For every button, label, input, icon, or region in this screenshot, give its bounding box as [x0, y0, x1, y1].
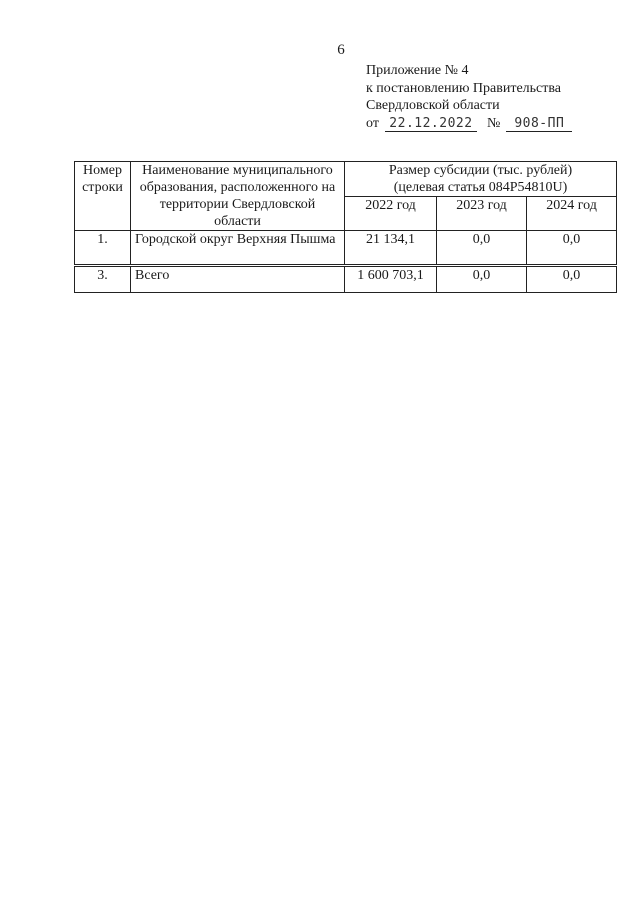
- row-municipality: Городской округ Верхняя Пышма: [131, 231, 345, 265]
- header-subsidy: [345, 162, 617, 197]
- row-value-2022: 21 134,1: [345, 231, 437, 265]
- appendix-title: Приложение № 4: [366, 63, 469, 78]
- subsidy-table: [74, 161, 617, 265]
- header-municipality-name: Наименование муниципального образования, расположенного на территории Свердловской области: [131, 162, 345, 231]
- total-value-2024: 0,0: [527, 267, 617, 293]
- from-label: от: [366, 115, 379, 131]
- row-value-2024: 0,0: [527, 231, 617, 265]
- total-row: [75, 267, 617, 293]
- appendix-date-number: [366, 115, 572, 133]
- table-row: [75, 231, 617, 265]
- total-table: [74, 266, 617, 293]
- total-label: Всего: [131, 267, 345, 293]
- header-year-2023: 2023 год: [437, 197, 527, 231]
- total-number: 3.: [75, 267, 131, 293]
- appendix-region: Свердловской области: [366, 98, 500, 113]
- appendix-resolution: к постановлению Правительства: [366, 80, 562, 96]
- page-number: 6: [337, 42, 345, 58]
- header-row-number: Номер строки: [75, 162, 131, 231]
- number-label: №: [486, 115, 501, 131]
- header-subsidy-article: (целевая статья 084P54810U): [393, 180, 568, 195]
- header-subsidy-title: Размер субсидии (тыс. рублей): [388, 163, 573, 178]
- appendix-header: [366, 62, 572, 132]
- row-number: 1.: [75, 231, 131, 265]
- resolution-number: 908-ПП: [506, 117, 572, 132]
- total-value-2022: 1 600 703,1: [345, 267, 437, 293]
- total-value-2023: 0,0: [437, 267, 527, 293]
- row-value-2023: 0,0: [437, 231, 527, 265]
- header-year-2024: 2024 год: [527, 197, 617, 231]
- resolution-date: 22.12.2022: [385, 117, 477, 132]
- header-year-2022: 2022 год: [345, 197, 437, 231]
